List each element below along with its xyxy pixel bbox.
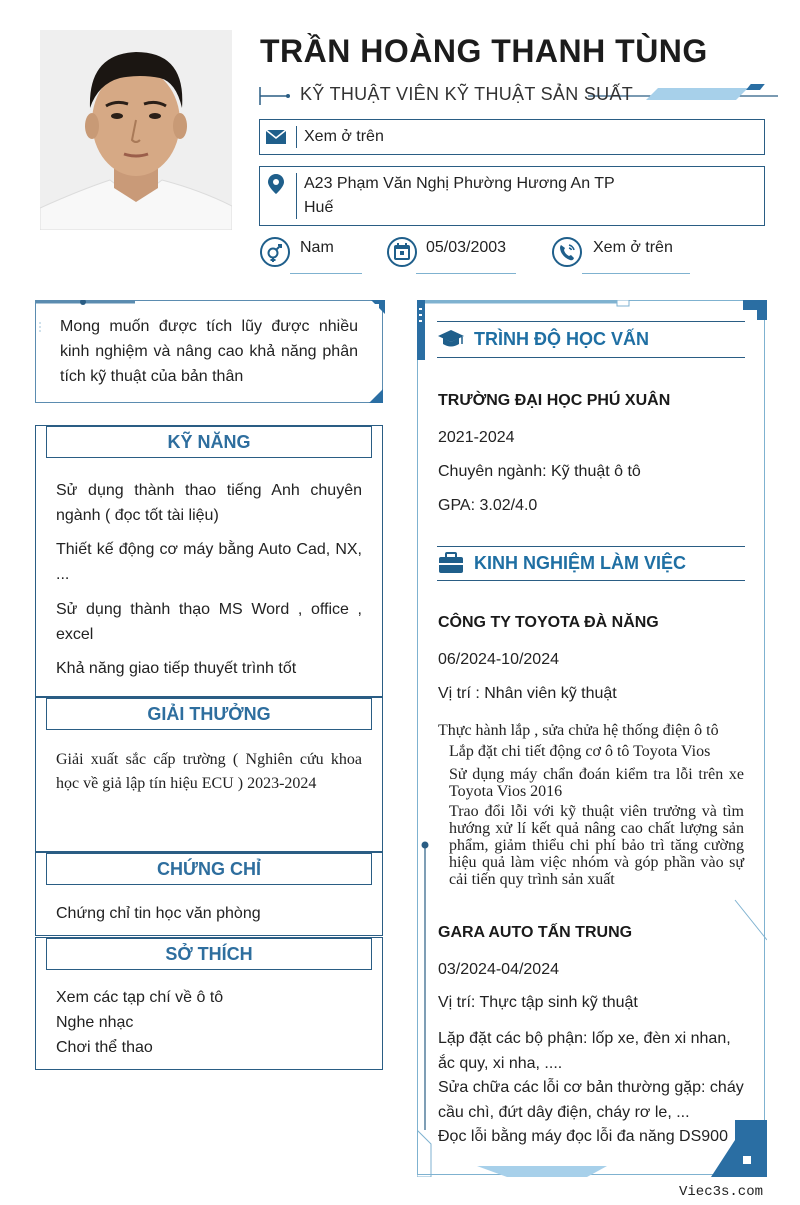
job-line: Lặp đặt các bộ phận: lốp xe, đèn xi nhan, ắc quy, xi nha, ....	[438, 1030, 731, 1072]
award-item: Giải xuất sắc cấp trường ( Nghiên cứu khoa học về giả lập tín hiệu ECU ) 2023-2024	[56, 751, 362, 792]
email-box	[259, 119, 765, 155]
gender-icon	[259, 236, 291, 268]
footer-watermark: Viec3s.com	[678, 1184, 763, 1200]
gender-value: Nam	[300, 239, 334, 256]
job-company: CÔNG TY TOYOTA ĐÀ NĂNG	[438, 614, 659, 631]
phone-value: Xem ở trên	[593, 239, 673, 256]
job-period: 06/2024-10/2024	[438, 651, 559, 668]
education-gpa: GPA: 3.02/4.0	[438, 497, 538, 514]
hobby-item: Xem các tạp chí về ô tô	[56, 989, 224, 1006]
job-bullet: Lắp đặt chi tiết động cơ ô tô Toyota Vios	[449, 743, 711, 760]
experience-heading-topline	[437, 546, 745, 547]
experience-heading: KINH NGHIỆM LÀM VIỆC	[474, 553, 687, 573]
job-position: Vị trí: Thực tập sinh kỹ thuật	[438, 994, 638, 1011]
envelope-icon	[265, 126, 287, 148]
gender-underline	[290, 273, 362, 274]
school-name: TRƯỜNG ĐẠI HỌC PHÚ XUÂN	[438, 392, 671, 409]
skill-item: Thiết kế động cơ máy bằng Auto Cad, NX, ...	[56, 541, 362, 583]
education-heading-bottomline	[437, 357, 745, 358]
graduation-cap-icon	[438, 328, 464, 350]
hobbies-heading: SỞ THÍCH	[46, 938, 372, 970]
skill-item: Sử dụng thành thao tiếng Anh chuyên ngành ( đọc tốt tài liệu)	[56, 482, 362, 524]
hobby-item: Nghe nhạc	[56, 1014, 134, 1031]
experience-heading-bottomline	[437, 580, 745, 581]
birthdate-underline	[416, 273, 516, 274]
address-box	[259, 166, 765, 226]
education-major: Chuyên ngành: Kỹ thuật ô tô	[438, 463, 641, 480]
objective-text: Mong muốn được tích lũy được nhiều kinh nghiệm và nâng cao khả năng phân tích kỹ thuật của bản thân	[60, 318, 358, 385]
job-bullet: Sử dụng máy chẩn đoán kiểm tra lỗi trên xe Toyota Vios 2016	[449, 766, 744, 800]
calendar-icon	[386, 236, 418, 268]
job-line: Đọc lỗi bằng máy đọc lỗi đa năng DS900	[438, 1128, 728, 1145]
skill-item: Sử dụng thành thạo MS Word , office , excel	[56, 601, 362, 643]
education-heading-topline	[437, 321, 745, 322]
awards-heading: GIẢI THƯỞNG	[46, 698, 372, 730]
job-title-row	[258, 84, 778, 108]
education-period: 2021-2024	[438, 429, 515, 446]
skill-item: Khả năng giao tiếp thuyết trình tốt	[56, 660, 297, 677]
job-period: 03/2024-04/2024	[438, 961, 559, 978]
job-intro: Thực hành lắp , sửa chửa hệ thống điện ô tô	[438, 722, 719, 739]
certificate-item: Chứng chỉ tin học văn phòng	[56, 905, 261, 922]
phone-icon	[551, 236, 583, 268]
job-position: Vị trí : Nhân viên kỹ thuật	[438, 685, 617, 702]
job-company: GARA AUTO TẤN TRUNG	[438, 924, 633, 941]
briefcase-icon	[438, 552, 464, 574]
certificates-heading: CHỨNG CHỈ	[46, 853, 372, 885]
job-line: Sửa chữa các lỗi cơ bản thường gặp: cháy cầu chì, đứt dây điện, cháy rơ le, ...	[438, 1079, 744, 1121]
email-value: Xem ở trên	[304, 128, 384, 145]
education-heading: TRÌNH ĐỘ HỌC VẤN	[474, 329, 649, 349]
address-value: A23 Phạm Văn Nghị Phường Hương An TP Huế	[304, 175, 615, 216]
profile-photo	[40, 30, 232, 230]
job-title: KỸ THUẬT VIÊN KỸ THUẬT SẢN SUẤT	[300, 84, 634, 104]
skills-heading: KỸ NĂNG	[46, 426, 372, 458]
birthdate-value: 05/03/2003	[426, 239, 507, 256]
hobby-item: Chơi thể thao	[56, 1039, 153, 1056]
job-bullet: Trao đổi lỗi với kỹ thuật viên trưởng và tìm hướng xử lí kết quả nâng cao chất lượng sản phẩm, giảm thiểu chi phí bảo trì tăng cường hiệu quả làm việc nhóm và góp phần vào sự cải tiến quy trình sản xuất	[449, 803, 744, 888]
location-pin-icon	[265, 173, 287, 195]
candidate-name: TRẦN HOÀNG THANH TÙNG	[260, 33, 708, 69]
phone-underline	[582, 273, 690, 274]
